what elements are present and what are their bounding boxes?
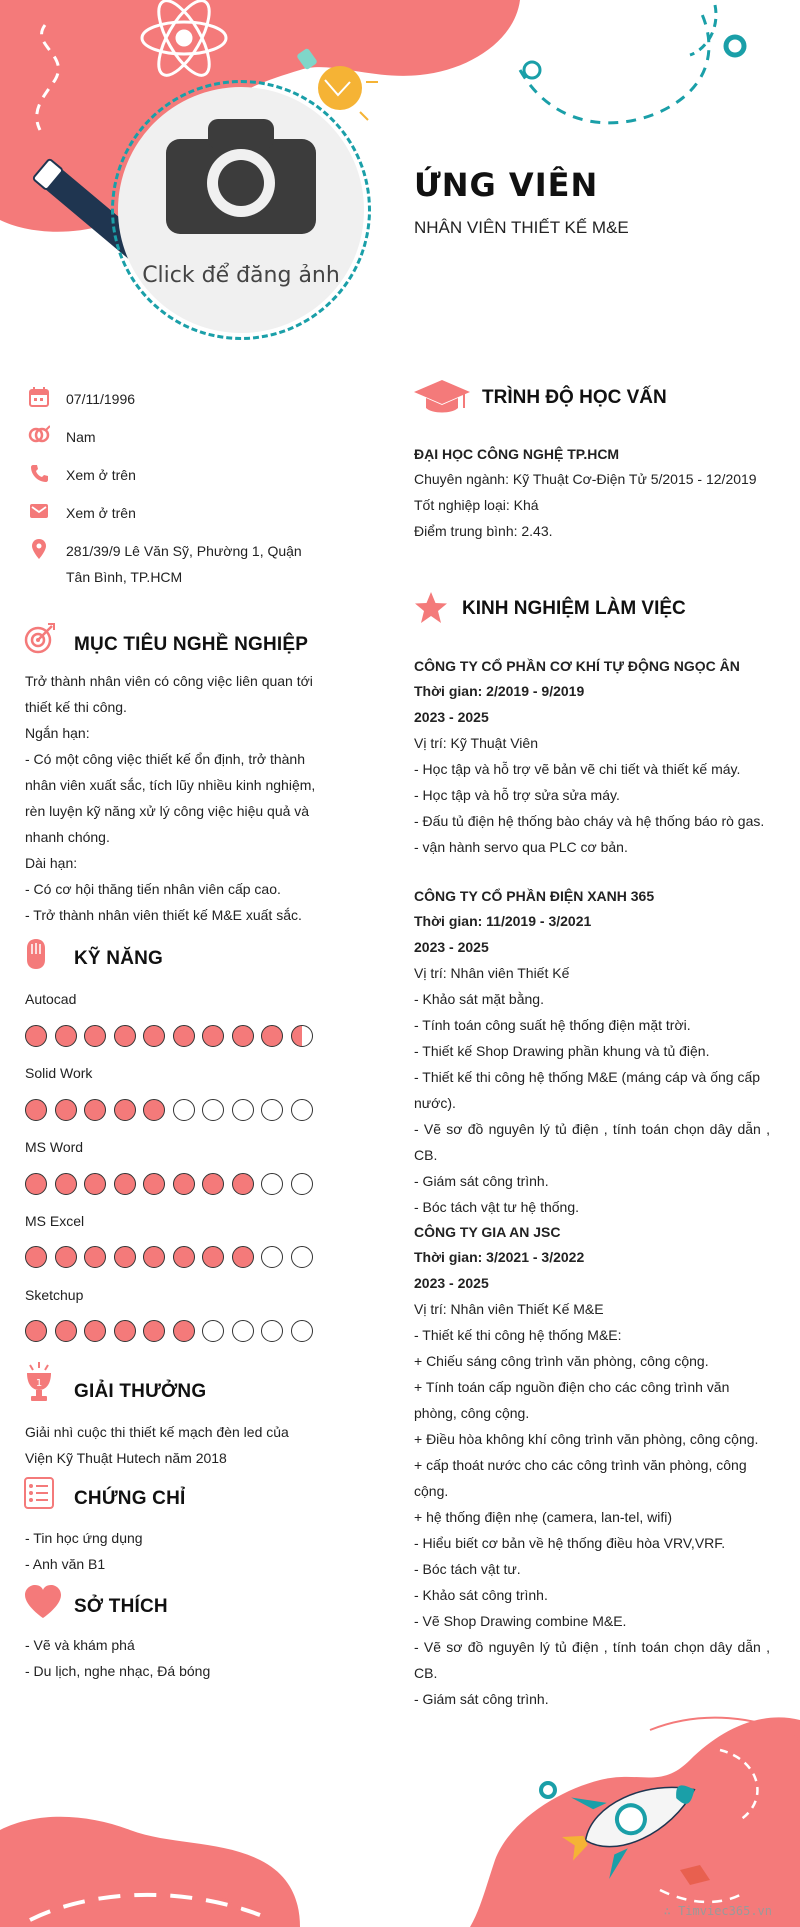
certificates-text: - Tin học ứng dụng - Anh văn B1 bbox=[25, 1530, 143, 1572]
rating-dot bbox=[25, 1173, 47, 1195]
skill-name: Solid Work bbox=[25, 1065, 93, 1081]
rating-dot bbox=[114, 1320, 136, 1342]
footer-decoration bbox=[0, 1690, 800, 1927]
rating-dot bbox=[55, 1246, 77, 1268]
fist-icon bbox=[24, 938, 48, 970]
heart-icon bbox=[24, 1585, 62, 1619]
rating-dot bbox=[143, 1246, 165, 1268]
phone-text: Xem ở trên bbox=[66, 467, 136, 483]
rating-dot bbox=[232, 1320, 254, 1342]
rating-dot bbox=[84, 1025, 106, 1047]
rating-dot bbox=[173, 1173, 195, 1195]
rating-dot bbox=[291, 1173, 313, 1195]
rating-dot bbox=[25, 1320, 47, 1342]
info-row-address bbox=[28, 538, 328, 590]
upload-photo-button[interactable] bbox=[118, 87, 364, 333]
rating-dot bbox=[291, 1246, 313, 1268]
email-icon bbox=[28, 500, 50, 522]
objective-title: MỤC TIÊU NGHỀ NGHIỆP bbox=[74, 634, 309, 655]
skills-title: KỸ NĂNG bbox=[74, 948, 164, 969]
rating-dot bbox=[173, 1099, 195, 1121]
info-row-phone bbox=[28, 462, 328, 488]
star-icon bbox=[414, 592, 448, 624]
rating-dot bbox=[291, 1320, 313, 1342]
certificates-title: CHỨNG CHỈ bbox=[74, 1488, 186, 1509]
education-title: TRÌNH ĐỘ HỌC VẤN bbox=[482, 387, 667, 408]
info-row-gender bbox=[28, 424, 328, 450]
info-row-email bbox=[28, 500, 328, 526]
rating-dot bbox=[202, 1173, 224, 1195]
school-name: ĐẠI HỌC CÔNG NGHỆ TP.HCM bbox=[414, 446, 620, 462]
location-icon bbox=[28, 538, 50, 560]
job-entry: CÔNG TY CỔ PHẦN ĐIỆN XANH 365 Thời gian: 11/2019 - 3/2021 2023 - 2025 Vị trí: Nhân viên Thiết Kế - Khảo sát mặt bằng. - Tính toán công suất hệ thống điện mặt trời. - Thiết kế Shop Drawing phần khung và tủ điện. - Thiết kế thi công hệ thống M&E (máng cáp và ống cấp nước). - Vẽ sơ đồ nguyên lý tủ điện , tính toán chọn dây dẫn , CB. - Giám sát công trình. - Bóc tách vật tư hệ thống. bbox=[414, 888, 770, 1215]
camera-icon bbox=[166, 119, 316, 234]
gender-text: Nam bbox=[66, 429, 96, 445]
skill-rating bbox=[25, 1173, 313, 1195]
candidate-name: ỨNG VIÊN bbox=[414, 166, 599, 204]
calendar-icon bbox=[28, 386, 50, 408]
trophy-icon bbox=[24, 1362, 54, 1402]
rating-dot bbox=[114, 1099, 136, 1121]
info-row-birthday bbox=[28, 386, 328, 412]
objective-text: Trở thành nhân viên có công việc liên quan tới thiết kế thi công. Ngắn hạn: - Có một công việc thiết kế ổn định, trở thành nhân viên xuất sắc, tích lũy nhiều kinh nghiệm, rèn luyện kỹ năng xử lý công việc hiệu quả và nhanh chóng. Dài hạn: - Có cơ hội thăng tiến nhân viên cấp cao. - Trở thành nhân viên thiết kế M&E xuất sắc. bbox=[25, 673, 316, 923]
certificate-icon bbox=[24, 1477, 54, 1509]
skill-rating bbox=[25, 1099, 313, 1121]
awards-text: Giải nhì cuộc thi thiết kế mạch đèn led của Viện Kỹ Thuật Hutech năm 2018 bbox=[25, 1424, 289, 1466]
skill-rating bbox=[25, 1246, 313, 1268]
rating-dot bbox=[291, 1025, 313, 1047]
rating-dot bbox=[84, 1246, 106, 1268]
rating-dot bbox=[114, 1246, 136, 1268]
rating-dot bbox=[261, 1320, 283, 1342]
job-title: NHÂN VIÊN THIẾT KẾ M&E bbox=[414, 218, 629, 237]
rating-dot bbox=[202, 1025, 224, 1047]
rating-dot bbox=[143, 1025, 165, 1047]
hobbies-text: - Vẽ và khám phá - Du lịch, nghe nhạc, Đá bóng bbox=[25, 1637, 211, 1679]
rating-dot bbox=[25, 1099, 47, 1121]
rating-dot bbox=[84, 1099, 106, 1121]
watermark: ∴ Timviec365.vn bbox=[663, 1904, 772, 1918]
skill-rating bbox=[25, 1320, 313, 1342]
rating-dot bbox=[202, 1099, 224, 1121]
rating-dot bbox=[25, 1246, 47, 1268]
skill-name: Sketchup bbox=[25, 1287, 84, 1303]
skill-name: Autocad bbox=[25, 991, 77, 1007]
email-text: Xem ở trên bbox=[66, 505, 136, 521]
rating-dot bbox=[232, 1246, 254, 1268]
address-text: 281/39/9 Lê Văn Sỹ, Phường 1, Quận Tân Bình, TP.HCM bbox=[66, 543, 302, 585]
rating-dot bbox=[143, 1173, 165, 1195]
awards-title: GIẢI THƯỞNG bbox=[74, 1381, 207, 1402]
rating-dot bbox=[55, 1099, 77, 1121]
photo-upload-label: Click để đăng ảnh bbox=[142, 263, 340, 288]
phone-icon bbox=[28, 462, 50, 484]
skill-name: MS Excel bbox=[25, 1213, 85, 1229]
rating-dot bbox=[25, 1025, 47, 1047]
rating-dot bbox=[55, 1173, 77, 1195]
skill-rating bbox=[25, 1025, 313, 1047]
hobbies-title: SỞ THÍCH bbox=[74, 1596, 168, 1617]
rating-dot bbox=[202, 1320, 224, 1342]
svg-text:1: 1 bbox=[35, 1378, 43, 1389]
target-icon bbox=[24, 622, 56, 654]
skill-name: MS Word bbox=[25, 1139, 84, 1155]
rating-dot bbox=[232, 1099, 254, 1121]
birthday-text: 07/11/1996 bbox=[66, 391, 136, 407]
experience-title: KINH NGHIỆM LÀM VIỆC bbox=[462, 598, 686, 619]
rating-dot bbox=[261, 1173, 283, 1195]
rating-dot bbox=[173, 1320, 195, 1342]
rating-dot bbox=[143, 1320, 165, 1342]
rating-dot bbox=[84, 1173, 106, 1195]
gender-icon bbox=[28, 424, 50, 446]
rating-dot bbox=[173, 1025, 195, 1047]
job-entry: CÔNG TY CỔ PHẦN CƠ KHÍ TỰ ĐỘNG NGỌC ÂN Thời gian: 2/2019 - 9/2019 2023 - 2025 Vị trí: Kỹ Thuật Viên - Học tập và hỗ trợ vẽ bản vẽ chi tiết và thiết kế máy. - Học tập và hỗ trợ sửa sửa máy. - Đấu tủ điện hệ thống bào cháy và hệ thống báo rò gas. - vận hành servo qua PLC cơ bản. bbox=[414, 658, 765, 855]
rating-dot bbox=[143, 1099, 165, 1121]
rating-dot bbox=[114, 1025, 136, 1047]
rating-dot bbox=[261, 1025, 283, 1047]
rating-dot bbox=[55, 1025, 77, 1047]
job-entry: CÔNG TY GIA AN JSC Thời gian: 3/2021 - 3/2022 2023 - 2025 Vị trí: Nhân viên Thiết Kế M&E - Thiết kế thi công hệ thống M&E: + Chiếu sáng công trình văn phòng, công cộng. + Tính toán cấp nguồn điện cho các công trình văn phòng, công cộng. + Điều hòa không khí công trình văn phòng, công cộng. + cấp thoát nước cho các công trình văn phòng, công cộng. + hệ thống điện nhẹ (camera, lan-tel, wifi) - Hiểu biết cơ bản về hệ thống điều hòa VRV,VRF. - Bóc tách vật tư. - Khảo sát công trình. - Vẽ Shop Drawing combine M&E. - Vẽ sơ đồ nguyên lý tủ điện , tính toán chọn dây dẫn , CB. - Giám sát công trình. bbox=[414, 1224, 770, 1707]
rating-dot bbox=[84, 1320, 106, 1342]
rating-dot bbox=[261, 1099, 283, 1121]
rating-dot bbox=[261, 1246, 283, 1268]
education-block: ĐẠI HỌC CÔNG NGHỆ TP.HCM Chuyên ngành: Kỹ Thuật Cơ-Điện Tử 5/2015 - 12/2019 Tốt nghiệp loại: Khá Điểm trung bình: 2.43. bbox=[414, 442, 770, 544]
rating-dot bbox=[232, 1025, 254, 1047]
rating-dot bbox=[232, 1173, 254, 1195]
rating-dot bbox=[173, 1246, 195, 1268]
rating-dot bbox=[55, 1320, 77, 1342]
graduation-cap-icon bbox=[414, 380, 470, 416]
rating-dot bbox=[291, 1099, 313, 1121]
rating-dot bbox=[202, 1246, 224, 1268]
rating-dot bbox=[114, 1173, 136, 1195]
